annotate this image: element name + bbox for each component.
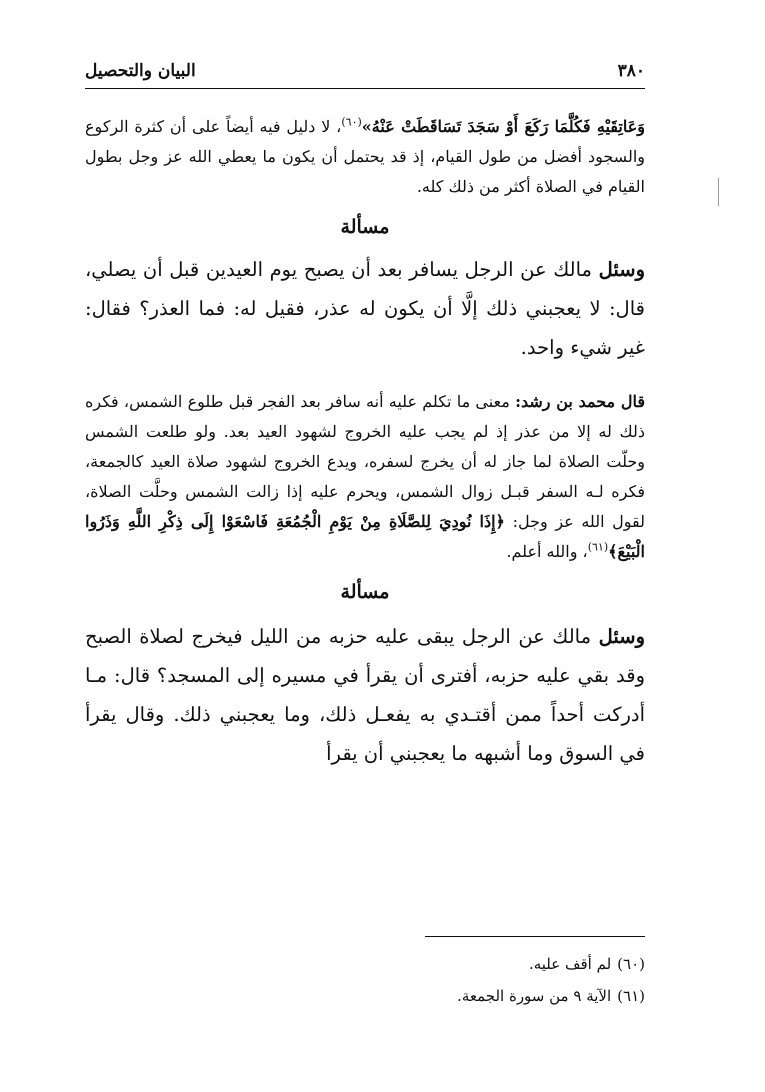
running-title: البيان والتحصيل <box>85 61 196 81</box>
footnote-text: لم أقف عليه. <box>528 955 612 973</box>
paragraph-gap <box>85 367 645 387</box>
footnote-item <box>85 980 645 1012</box>
margin-mark <box>718 178 719 206</box>
footnote-ref-61: (٦١) <box>587 540 609 554</box>
commentary-text-2: ، والله أعلم. <box>506 542 588 561</box>
quran-verse: ﴿إِذَا نُودِيَ لِلصَّلَاةِ مِنْ يَوْمِ الْجُمُعَةِ فَاسْعَوْا إِلَى ذِكْرِ اللَّهِ وَذَرُوا الْبَيْعَ﴾ <box>85 512 645 561</box>
footnote-number: (٦١) <box>617 987 645 1005</box>
question-paragraph-1 <box>85 250 645 367</box>
footnote-ref-60: (٦٠) <box>341 115 362 129</box>
commentary-text-1: معنى ما تكلم عليه أنه سافر بعد الفجر قبل طلوع الشمس، فكره ذلك له إلا من عذر إذ لم يجب عليه الخروج لشهود العيد بعد. ولو طلعت الشمس وحلّت الصلاة لما جاز له أن يخرج لسفره، ويدع الخروج لشهود صلاة العيد كالجمعة، فكره لـه السفر قبـل زوال الشمس، ويحرم عليه إذا زالت الشمس وحلَّت الصلاة، لقول الله عز وجل: <box>85 392 645 531</box>
footnote-text: الآية ٩ من سورة الجمعة. <box>457 987 612 1005</box>
section-heading-2: مسألة <box>340 581 390 603</box>
footnote-number: (٦٠) <box>617 955 645 973</box>
question-paragraph-2 <box>85 617 645 773</box>
question-2-text: مالك عن الرجل يبقى عليه حزبه من الليل فيخرج لصلاة الصبح وقد بقي عليه حزبه، أفترى أن يقرأ في مسيره إلى المسجد؟ قال: مـا أدركت أحداً ممن أقتـدي به يفعـل ذلك، وما يعجبني ذلك. وقال يقرأ في السوق وما أشبهه ما يعجبني أن يقرأ <box>85 625 645 765</box>
footnote-divider <box>425 936 645 937</box>
footnote-item <box>85 948 645 980</box>
page-number: ٣٨٠ <box>617 61 645 81</box>
commentary-paragraph <box>85 387 645 567</box>
page-body <box>85 112 645 773</box>
section-heading-1: مسألة <box>340 216 390 238</box>
hadith-quote: وَعَاتِقَيْهِ فَكُلَّمَا رَكَعَ أَوْ سَجَدَ تَسَاقَطَتْ عَنْهُ» <box>361 117 646 136</box>
question-1-lead: وسئل <box>598 258 645 281</box>
question-2-lead: وسئل <box>598 625 645 648</box>
commentary-lead: قال محمد بن رشد: <box>515 392 645 411</box>
intro-text: ، لا دليل فيه أيضاً على أن كثرة الركوع والسجود أفضل من طول القيام، إذ قد يحتمل أن يكون ما يعطي الله عز وجل بطول القيام في الصلاة أكثر من ذلك كله. <box>85 117 645 196</box>
question-1-text: مالك عن الرجل يسافر بعد أن يصبح يوم العيدين قبل أن يصلي، قال: لا يعجبني ذلك إلَّا أن يكون له عذر، فقيل له: فما العذر؟ فقال: غير شيء واحد. <box>85 258 645 359</box>
intro-paragraph <box>85 112 645 202</box>
footnotes <box>85 948 645 1012</box>
page-header <box>85 56 645 86</box>
header-divider <box>85 88 645 89</box>
